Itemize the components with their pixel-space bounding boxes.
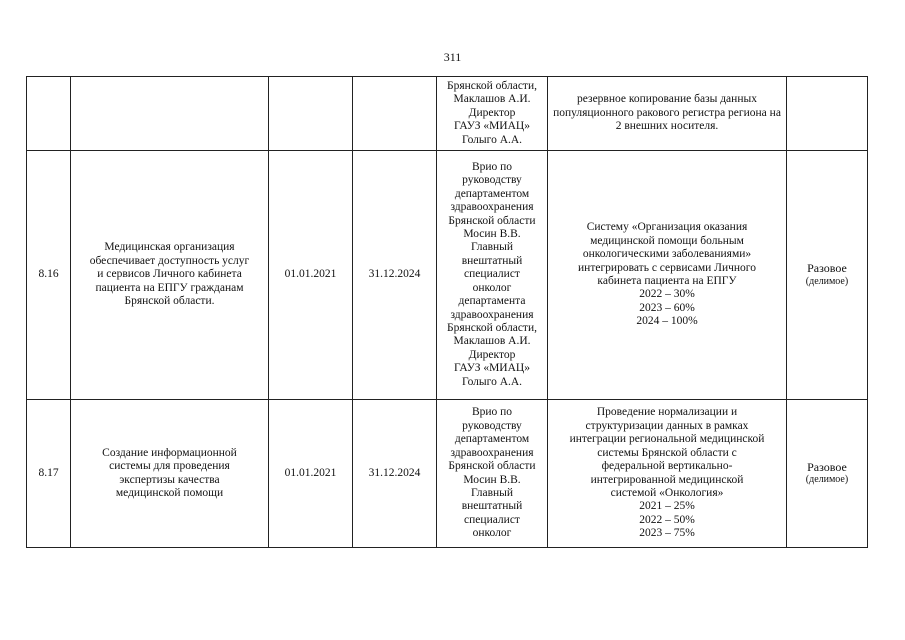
responsible-line: Врио по: [471, 406, 513, 419]
responsible-line: онколог: [472, 527, 512, 540]
table-row-8-16: [27, 151, 868, 400]
activity-line: системы для проведения: [109, 460, 230, 473]
responsible-line: Главный: [470, 486, 514, 499]
page-number: 311: [443, 50, 462, 64]
responsible-line: Мосин В.В.: [463, 473, 521, 486]
responsible-line: Голыго А.А.: [461, 133, 523, 146]
result-line: интегрировать с сервисами Личного: [578, 261, 756, 274]
responsible-line: руководству: [462, 419, 522, 432]
cell-number: [27, 77, 71, 151]
result-line: 2022 – 30%: [639, 288, 695, 301]
result-line: интеграции региональной медицинской: [569, 433, 765, 446]
responsible-line: ГАУЗ «МИАЦ»: [454, 362, 530, 375]
cell-end-date: 31.12.2024: [353, 151, 437, 400]
result-line: системы Брянской области с: [597, 446, 737, 459]
responsible-line: Директор: [468, 106, 516, 119]
activity-line: обеспечивает доступность услуг: [89, 254, 250, 267]
result-line: онкологическими заболеваниями»: [582, 248, 752, 261]
result-line: 2023 – 75%: [639, 527, 695, 540]
cell-number: 8.17: [27, 400, 71, 548]
cell-end-date: [353, 77, 437, 151]
cell-activity: [71, 151, 269, 400]
responsible-line: Маклашов А.И.: [453, 335, 531, 348]
result-text: резервное копирование базы данных популяционного ракового регистра региона на 2 внешних носителя.: [553, 93, 781, 133]
responsible-line: Брянской области,: [446, 79, 537, 92]
cell-result: [548, 400, 787, 548]
cell-result: [548, 151, 787, 400]
activity-line: медицинской помощи: [115, 486, 224, 499]
type-main: Разовое: [807, 459, 847, 474]
responsible-line: Брянской области: [448, 214, 536, 227]
responsible-line: внештатный: [461, 254, 523, 267]
responsible-line: Главный: [470, 241, 514, 254]
result-line: Систему «Организация оказания: [586, 221, 748, 234]
responsible-line: ГАУЗ «МИАЦ»: [454, 120, 530, 133]
cell-type: [787, 77, 868, 151]
activity-line: пациента на ЕПГУ гражданам: [95, 281, 244, 294]
responsible-line: Брянской области,: [446, 321, 537, 334]
table-row-8-17: [27, 400, 868, 548]
cell-start-date: 01.01.2021: [269, 400, 353, 548]
responsible-line: Брянской области: [448, 460, 536, 473]
result-line: 2021 – 25%: [639, 500, 695, 513]
responsible-line: Мосин В.В.: [463, 228, 521, 241]
cell-responsible: [437, 400, 548, 548]
result-line: медицинской помощи больным: [590, 234, 744, 247]
result-line: 2023 – 60%: [639, 301, 695, 314]
activity-line: Создание информационной: [102, 446, 237, 459]
responsible-line: департамента: [458, 295, 526, 308]
activity-line: экспертизы качества: [119, 473, 220, 486]
activity-line: Медицинская организация: [104, 241, 235, 254]
cell-activity: [71, 400, 269, 548]
result-line: структуризации данных в рамках: [585, 419, 749, 432]
responsible-line: здравоохранения: [450, 446, 534, 459]
result-line: 2022 – 50%: [639, 513, 695, 526]
table-row-continued: [27, 77, 868, 151]
responsible-line: специалист: [464, 513, 520, 526]
cell-number: 8.16: [27, 151, 71, 400]
result-line: кабинета пациента на ЕПГУ: [597, 275, 737, 287]
type-sub: (делимое): [805, 275, 849, 287]
responsible-line: департаментом: [454, 433, 530, 446]
responsible-line: Врио по: [471, 161, 513, 174]
activity-line: и сервисов Личного кабинета: [97, 268, 242, 281]
cell-activity: [71, 77, 269, 151]
plan-table: [26, 76, 868, 548]
result-line: Проведение нормализации и: [596, 406, 738, 419]
cell-start-date: [269, 77, 353, 151]
responsible-line: специалист: [464, 268, 520, 281]
result-line: интегрированной медицинской: [590, 473, 744, 486]
cell-responsible: [437, 77, 548, 151]
responsible-line: внештатный: [461, 500, 523, 513]
result-line: 2024 – 100%: [636, 315, 698, 328]
responsible-line: департаментом: [454, 187, 530, 200]
responsible-line: здравоохранения: [450, 308, 534, 321]
cell-type: [787, 400, 868, 548]
cell-type: [787, 151, 868, 400]
cell-end-date: 31.12.2024: [353, 400, 437, 548]
responsible-line: руководству: [462, 174, 522, 187]
result-line: системой «Онкология»: [610, 486, 724, 499]
cell-start-date: 01.01.2021: [269, 151, 353, 400]
cell-result: [548, 77, 787, 151]
type-main: Разовое: [807, 261, 847, 276]
responsible-line: онколог: [472, 281, 512, 294]
responsible-line: здравоохранения: [450, 201, 534, 214]
activity-line: Брянской области.: [124, 295, 215, 308]
type-sub: (делимое): [805, 474, 849, 486]
responsible-line: Голыго А.А.: [461, 375, 523, 388]
responsible-line: Маклашов А.И.: [453, 93, 531, 106]
responsible-line: Директор: [468, 348, 516, 361]
result-line: федеральной вертикально-: [601, 460, 733, 473]
cell-responsible: [437, 151, 548, 400]
